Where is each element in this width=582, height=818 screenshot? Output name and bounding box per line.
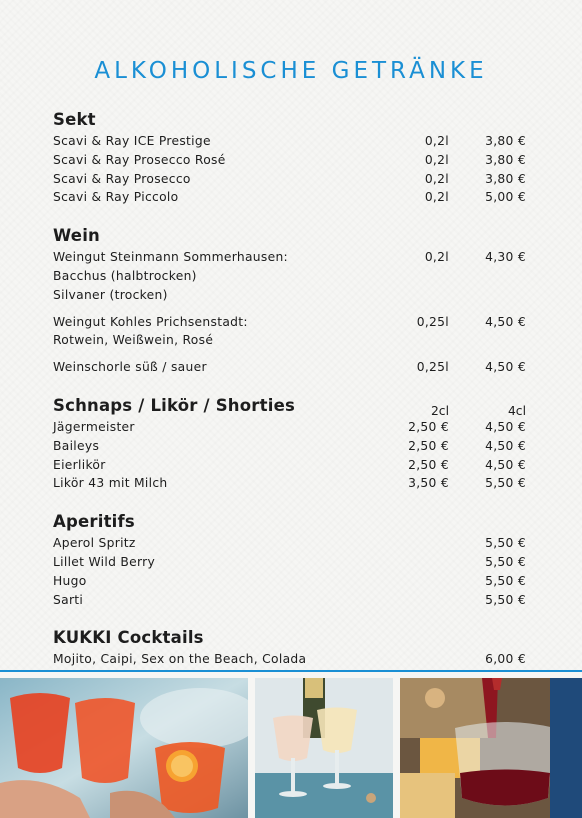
section-header xyxy=(53,510,529,536)
item-name: Weingut Kohles Prichsenstadt: xyxy=(53,314,248,329)
item-variant: Rotwein, Weißwein, Rosé xyxy=(53,333,214,348)
list-item xyxy=(53,420,529,439)
list-item xyxy=(53,439,529,458)
item-name: Weinschorle süß / sauer xyxy=(53,360,207,375)
section-cocktails xyxy=(53,626,529,671)
section-title: Wein xyxy=(53,226,101,246)
item-price-4cl: 4,50 € xyxy=(485,457,526,472)
item-price: 5,00 € xyxy=(485,190,526,205)
item-price-4cl: 4,50 € xyxy=(485,419,526,434)
item-description xyxy=(53,269,529,288)
item-price: 5,50 € xyxy=(485,536,526,551)
item-size: 0,2l xyxy=(424,134,449,148)
section-aperitifs xyxy=(53,510,529,611)
item-name: Baileys xyxy=(53,438,100,453)
list-item xyxy=(53,458,529,477)
list-item xyxy=(53,555,529,574)
section-header xyxy=(53,224,529,250)
list-item xyxy=(53,153,529,172)
list-item xyxy=(53,536,529,555)
item-size: 0,2l xyxy=(424,250,449,265)
item-price: 3,80 € xyxy=(485,134,526,148)
section-title: Schnaps / Likör / Shorties xyxy=(53,395,295,415)
item-price-2cl: 2,50 € xyxy=(408,419,449,434)
sparkling-wine-photo xyxy=(255,678,393,818)
spacer xyxy=(53,307,529,315)
section-header xyxy=(53,626,529,652)
item-name: Hugo xyxy=(53,573,87,588)
item-price-4cl: 5,50 € xyxy=(485,476,526,491)
item-size: 0,2l xyxy=(424,152,449,167)
section-title: KUKKI Cocktails xyxy=(53,628,204,648)
item-price: 5,50 € xyxy=(485,592,526,607)
item-size: 0,25l xyxy=(416,314,449,329)
photo-strip xyxy=(0,670,582,818)
item-price-2cl: 3,50 € xyxy=(408,476,449,491)
item-price: 4,50 € xyxy=(485,314,526,329)
item-name: Scavi & Ray Piccolo xyxy=(53,190,179,205)
item-description xyxy=(53,333,529,352)
item-name: Eierlikör xyxy=(53,457,106,472)
section-header xyxy=(53,108,529,134)
list-item xyxy=(53,190,529,209)
page-title: ALKOHOLISCHE GETRÄNKE xyxy=(94,58,488,84)
item-name: Scavi & Ray ICE Prestige xyxy=(53,134,211,148)
item-price-2cl: 2,50 € xyxy=(408,457,449,472)
list-item xyxy=(53,315,529,334)
item-price: 5,50 € xyxy=(485,573,526,588)
section-sekt xyxy=(53,108,529,209)
item-price: 5,50 € xyxy=(485,554,526,569)
list-item xyxy=(53,593,529,612)
list-item xyxy=(53,134,529,153)
item-name: Scavi & Ray Prosecco xyxy=(53,171,191,186)
section-header xyxy=(53,394,529,420)
item-name: Lillet Wild Berry xyxy=(53,554,156,569)
item-price: 3,80 € xyxy=(485,171,526,186)
column-header-4cl: 4cl xyxy=(507,403,526,418)
item-variant: Silvaner (trocken) xyxy=(53,287,168,302)
item-name: Likör 43 mit Milch xyxy=(53,476,168,491)
item-size: 0,2l xyxy=(424,190,449,205)
red-wine-photo xyxy=(400,678,582,818)
list-item xyxy=(53,250,529,269)
item-variant: Bacchus (halbtrocken) xyxy=(53,268,197,283)
item-price: 6,00 € xyxy=(485,652,526,667)
column-header-2cl: 2cl xyxy=(430,403,449,418)
list-item xyxy=(53,360,529,379)
item-name: Weingut Steinmann Sommerhausen: xyxy=(53,250,288,265)
list-item xyxy=(53,476,529,495)
spacer xyxy=(53,352,529,360)
list-item xyxy=(53,652,529,671)
section-title: Sekt xyxy=(53,110,96,129)
menu xyxy=(53,108,529,686)
section-title: Aperitifs xyxy=(53,512,135,532)
item-name: Jägermeister xyxy=(53,419,135,434)
section-wein xyxy=(53,224,529,379)
item-name: Sarti xyxy=(53,592,84,607)
item-price: 4,30 € xyxy=(485,250,526,265)
item-name: Aperol Spritz xyxy=(53,536,136,551)
item-price: 4,50 € xyxy=(485,360,526,375)
section-schnaps xyxy=(53,394,529,495)
list-item xyxy=(53,172,529,191)
item-price-4cl: 4,50 € xyxy=(485,438,526,453)
item-description xyxy=(53,288,529,307)
item-size: 0,2l xyxy=(424,171,449,186)
aperol-spritz-photo xyxy=(0,678,248,818)
item-size: 0,25l xyxy=(416,360,449,375)
list-item xyxy=(53,574,529,593)
item-price-2cl: 2,50 € xyxy=(408,438,449,453)
item-name: Mojito, Caipi, Sex on the Beach, Colada xyxy=(53,652,307,667)
item-name: Scavi & Ray Prosecco Rosé xyxy=(53,152,226,167)
item-price: 3,80 € xyxy=(485,152,526,167)
